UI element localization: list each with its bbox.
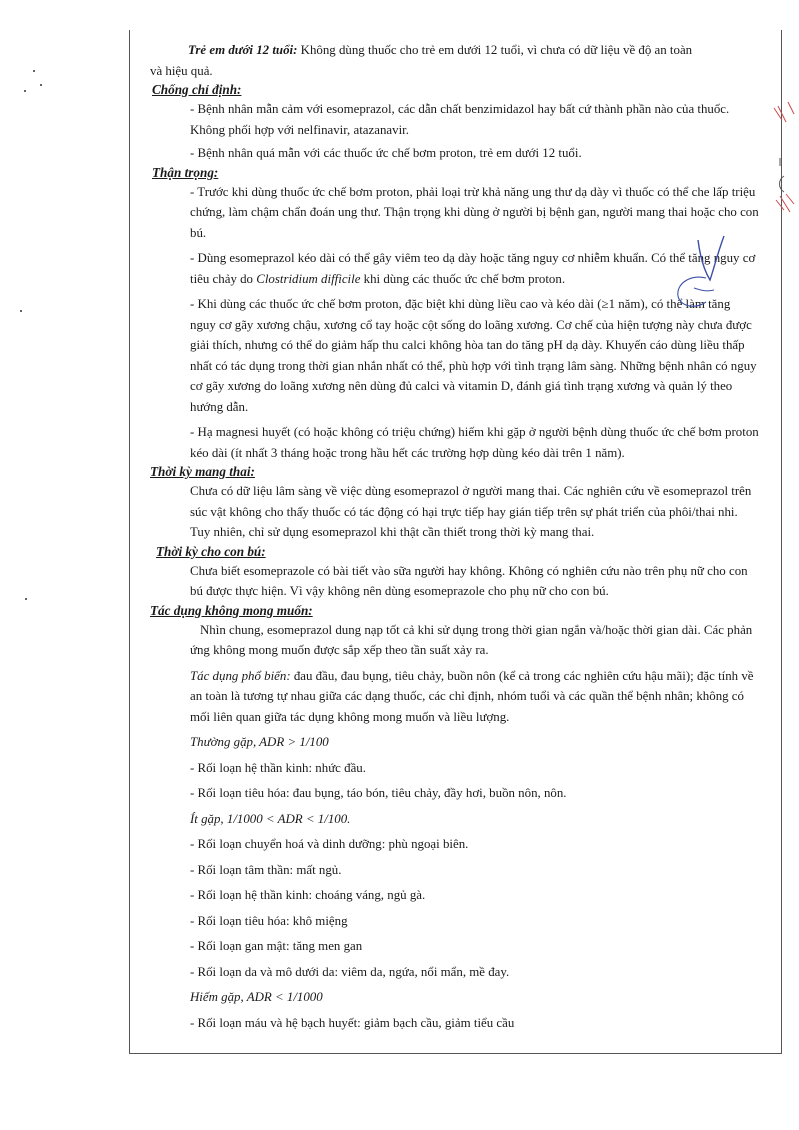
- adverse-common: [146, 666, 759, 728]
- precaution-item: - Khi dùng các thuốc ức chế bơm proton, đặc biệt khi dùng liều cao và kéo dài (≥1 năm), có thể làm tăng nguy cơ gãy xương chậu, xương cổ tay hoặc cột sống do loãng xương. Cơ chế của hiện tượng này chưa được giải thích, nhưng có thể do giảm hấp thu calci không hòa tan do tăng pH dạ dày. Khuyến cáo dùng liều thấp nhất có tác dụng trong thời gian nhắn nhất có thể, phù hợp với tình trạng lâm sàng. Những bệnh nhân có nguy cơ gãy xương do loãng xương nên dùng đủ calci và vitamin D, đánh giá tình trạng xương và quản lý theo hướng dẫn.: [190, 297, 757, 414]
- handwritten-circle-mark: [672, 272, 714, 312]
- children-section: [146, 40, 759, 61]
- adverse-item: - Rối loạn chuyển hoá và dinh dưỡng: phù ngoại biên.: [190, 837, 469, 851]
- adverse-item: - Rối loạn tiêu hóa: khô miệng: [190, 913, 348, 928]
- frequency-title: Hiếm gặp, ADR < 1/1000: [190, 990, 323, 1004]
- adverse-item: - Rối loạn hệ thần kinh: nhức đầu.: [190, 760, 366, 775]
- precaution-item: - Hạ magnesi huyết (có hoặc không có triệu chứng) hiếm khi gặp ở người bệnh dùng thuốc ức chế bơm proton kéo dài (ít nhất 3 tháng hoặc trong hầu hết các trường hợp dùng kéo dài trên 1 năm).: [190, 425, 759, 460]
- scan-speck: [20, 310, 22, 312]
- adverse-item: - Rối loạn tâm thần: mất ngủ.: [190, 862, 342, 877]
- contraindication-item: - Bệnh nhân mẫn cảm với esomeprazol, các dẫn chất benzimidazol hay bất cứ thành phần nào của thuốc. Không phối hợp với nelfinavir, atazanavir.: [190, 102, 730, 137]
- children-label: Trẻ em dưới 12 tuổi:: [188, 43, 298, 57]
- precautions-heading: Thận trọng:: [152, 164, 219, 180]
- bacteria-name: Clostridium difficile: [256, 271, 361, 286]
- frequency-title: Ít gặp, 1/1000 < ADR < 1/100.: [190, 811, 351, 826]
- pregnancy-heading: Thời kỳ mang thai:: [150, 464, 255, 479]
- precaution-item: [146, 248, 759, 289]
- adverse-item: - Rối loạn máu và hệ bạch huyết: giảm bạch cầu, giảm tiểu cầu: [190, 1015, 515, 1030]
- scan-speck: [40, 84, 42, 86]
- children-text: Không dùng thuốc cho trẻ em dưới 12 tuổi, vì chưa có dữ liệu về độ an toàn: [297, 43, 693, 57]
- adverse-item: - Rối loạn da và mô dưới da: viêm da, ngứa, nổi mẩn, mề đay.: [190, 964, 510, 979]
- common-text: đau đầu, đau bụng, tiêu chảy, buồn nôn (kể cả trong các nghiên cứu hậu mãi); đặc tính về an toàn là tương tự nhau giữa các dạng thuốc, các chỉ định, nhóm tuổi và các quần thể bệnh nhân; không có mối liên quan giữa tác dụng không mong muốn và liều lượng.: [190, 668, 754, 724]
- stamp-fragment: [770, 92, 799, 222]
- precaution-item: - Trước khi dùng thuốc ức chế bơm proton, phải loại trừ khả năng ung thư dạ dày vì thuốc có thể che lấp triệu chứng, làm chậm chẩn đoán ung thư. Thận trọng khi dùng ở người bị bệnh gan, người mang thai hoặc cho con bú.: [190, 184, 759, 240]
- precaution-text: khi dùng các thuốc ức chế bơm proton.: [360, 271, 566, 286]
- adverse-item: - Rối loạn tiêu hóa: đau bụng, táo bón, tiêu chảy, đầy hơi, buồn nôn, nôn.: [190, 786, 567, 800]
- adverse-item: - Rối loạn hệ thần kinh: choáng váng, ngủ gà.: [190, 888, 426, 902]
- common-label: Tác dụng phổ biến:: [190, 668, 291, 683]
- adverse-effects-heading: Tác dụng không mong muốn:: [150, 602, 313, 618]
- lactation-heading: Thời kỳ cho con bú:: [156, 543, 266, 559]
- scan-speck: [33, 70, 35, 72]
- adverse-item: - Rối loạn gan mật: tăng men gan: [190, 939, 363, 953]
- contraindications-heading: Chống chỉ định:: [152, 82, 242, 97]
- page-frame: [129, 30, 782, 1054]
- contraindication-item: - Bệnh nhân quá mẫn với các thuốc ức chế bơm proton, trẻ em dưới 12 tuổi.: [190, 146, 582, 160]
- children-continuation: và hiệu quả.: [150, 63, 213, 78]
- pregnancy-text: Chưa có dữ liệu lâm sàng về việc dùng esomeprazol ở người mang thai. Các nghiên cứu về esomeprazol trên súc vật không cho thấy thuốc có tác động có hại trực tiếp hay gián tiếp trên sự phát triển của phôi/thai nhi. Tuy nhiên, chỉ sử dụng esomeprazol khi thật cần thiết trong thời kỳ mang thai.: [190, 484, 752, 539]
- document-body: [130, 30, 781, 1033]
- frequency-title: Thường gặp, ADR > 1/100: [190, 735, 329, 749]
- adverse-intro: Nhìn chung, esomeprazol dung nạp tốt cả khi sử dụng trong thời gian ngắn và/hoặc thời gian dài. Các phản ứng không mong muốn được sắp xếp theo tần suất xảy ra.: [190, 622, 753, 657]
- lactation-text: Chưa biết esomeprazole có bài tiết vào sữa người hay không. Không có nghiên cứu nào trên phụ nữ cho con bú được thực hiện. Vì vậy không nên dùng esomeprazole cho phụ nữ cho con bú.: [190, 563, 748, 598]
- precaution-text: - Dùng esomeprazol kéo dài có thể gây viêm teo dạ dày hoặc tăng nguy cơ nhiễm khuẩn. Có thể tăng nguy cơ tiêu chảy do: [190, 251, 756, 286]
- scan-speck: [24, 90, 26, 92]
- scan-speck: [25, 598, 27, 600]
